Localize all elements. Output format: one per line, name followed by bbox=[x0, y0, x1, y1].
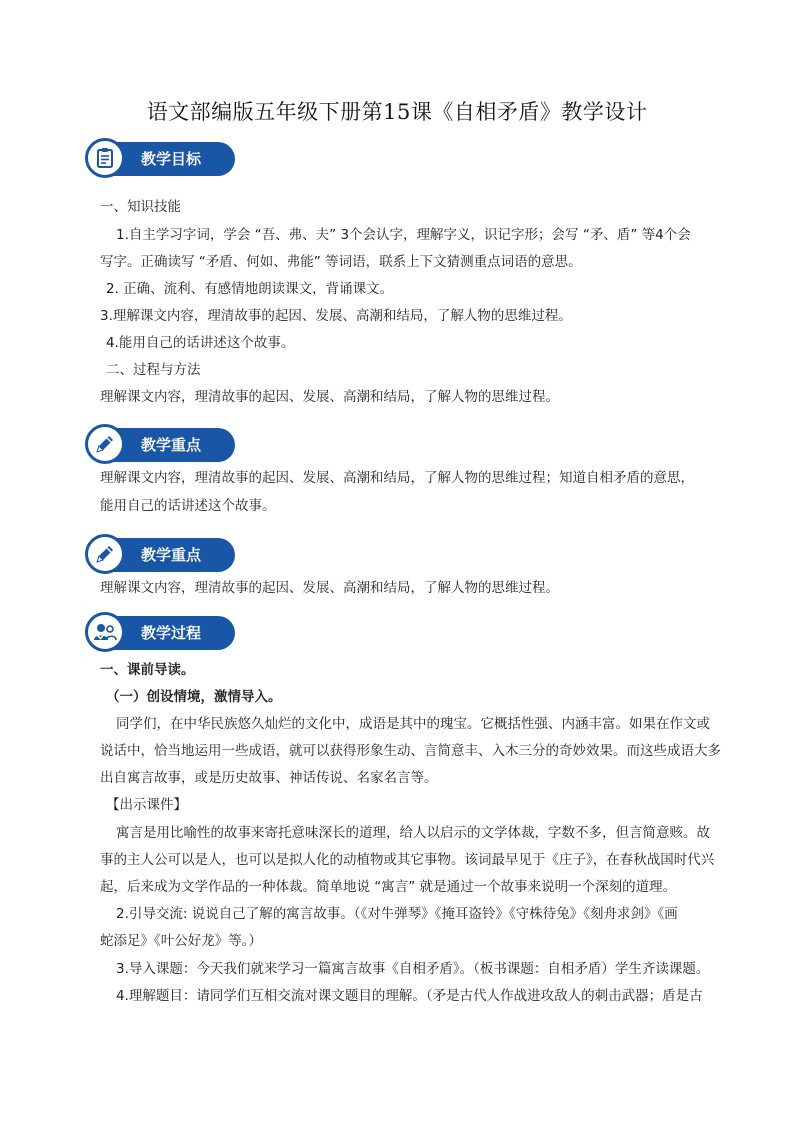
key2-para-a: 理解课文内容，理清故事的起因、发展、高潮和结局，了解人物的思维过程。 bbox=[100, 580, 559, 596]
goals-para-5: 理解课文内容，理清故事的起因、发展、高潮和结局，了解人物的思维过程。 bbox=[100, 389, 559, 405]
process-courseware-label: 【出示课件】 bbox=[106, 797, 187, 813]
goals-heading-2: 二、过程与方法 bbox=[106, 362, 201, 378]
process-para-3a: 2.引导交流: 说说自己了解的寓言故事。（《对牛弹琴》《掩耳盗铃》《守株待兔》《刻舟求剑》《画 bbox=[116, 906, 678, 922]
process-para-2b: 事的主人公可以是人，也可以是拟人化的动植物或其它事物。该词最早见于《庄子》，在春秋战国时代兴 bbox=[100, 852, 715, 868]
goals-para-1a: 1.自主学习字词，学会 “吾、弗、夫” 3个会认字，理解字义，识记字形；会写 “矛、盾” 等4个会 bbox=[116, 227, 691, 243]
section-banner-key-2 bbox=[85, 534, 235, 574]
process-para-1c: 出自寓言故事，或是历史故事、神话传说、名家名言等。 bbox=[100, 770, 438, 786]
pencil-icon bbox=[85, 534, 125, 574]
key1-para-b: 能用自己的话讲述这个故事。 bbox=[100, 498, 276, 514]
section-label: 教学重点 bbox=[141, 436, 202, 454]
goals-para-4: 4.能用自己的话讲述这个故事。 bbox=[106, 335, 295, 351]
process-para-1b: 说话中，恰当地运用一些成语，就可以获得形象生动、言简意丰、入木三分的奇妙效果。而这些成语大多 bbox=[100, 743, 721, 759]
page-title: 语文部编版五年级下册第15课《自相矛盾》教学设计 bbox=[146, 100, 648, 124]
process-heading-2: （一）创设情境，激情导入。 bbox=[106, 689, 282, 705]
goals-para-3: 3.理解课文内容，理清故事的起因、发展、高潮和结局，了解人物的思维过程。 bbox=[100, 308, 572, 324]
process-para-2c: 起，后来成为文学作品的一种体裁。简单地说 “寓言” 就是通过一个故事来说明一个深刻的道理。 bbox=[100, 879, 677, 895]
process-heading-1: 一、课前导读。 bbox=[100, 662, 195, 678]
goals-para-1b: 写字。正确读写 “矛盾、何如、弗能” 等词语，联系上下文猜测重点词语的意思。 bbox=[100, 254, 582, 270]
goals-para-2: 2. 正确、流利、有感情地朗读课文，背诵课文。 bbox=[106, 281, 394, 297]
section-label: 教学过程 bbox=[141, 624, 202, 642]
goals-heading-1: 一、知识技能 bbox=[100, 199, 181, 215]
process-para-4: 3.导入课题：今天我们就来学习一篇寓言故事《自相矛盾》。（板书课题：自相矛盾）学生齐读课题。 bbox=[116, 961, 710, 977]
clipboard-icon bbox=[85, 138, 125, 178]
process-para-5: 4.理解题目：请同学们互相交流对课文题目的理解。（矛是古代人作战进攻敌人的刺击武器；盾是古 bbox=[116, 988, 703, 1004]
process-para-3b: 蛇添足》《叶公好龙》等。） bbox=[100, 933, 262, 949]
process-para-2a: 寓言是用比喻性的故事来寄托意味深长的道理，给人以启示的文学体裁，字数不多，但言简意赅。故 bbox=[116, 825, 710, 841]
key1-para-a: 理解课文内容，理清故事的起因、发展、高潮和结局，了解人物的思维过程；知道自相矛盾的意思， bbox=[100, 470, 694, 486]
people-icon bbox=[85, 612, 125, 652]
pencil-icon bbox=[85, 424, 125, 464]
section-label: 教学重点 bbox=[141, 546, 202, 564]
section-banner-process bbox=[85, 612, 235, 652]
section-label: 教学目标 bbox=[141, 150, 202, 168]
process-para-1a: 同学们，在中华民族悠久灿烂的文化中，成语是其中的瑰宝。它概括性强、内涵丰富。如果在作文或 bbox=[116, 716, 710, 732]
section-banner-key-1 bbox=[85, 424, 235, 464]
section-banner-goals bbox=[85, 138, 235, 178]
